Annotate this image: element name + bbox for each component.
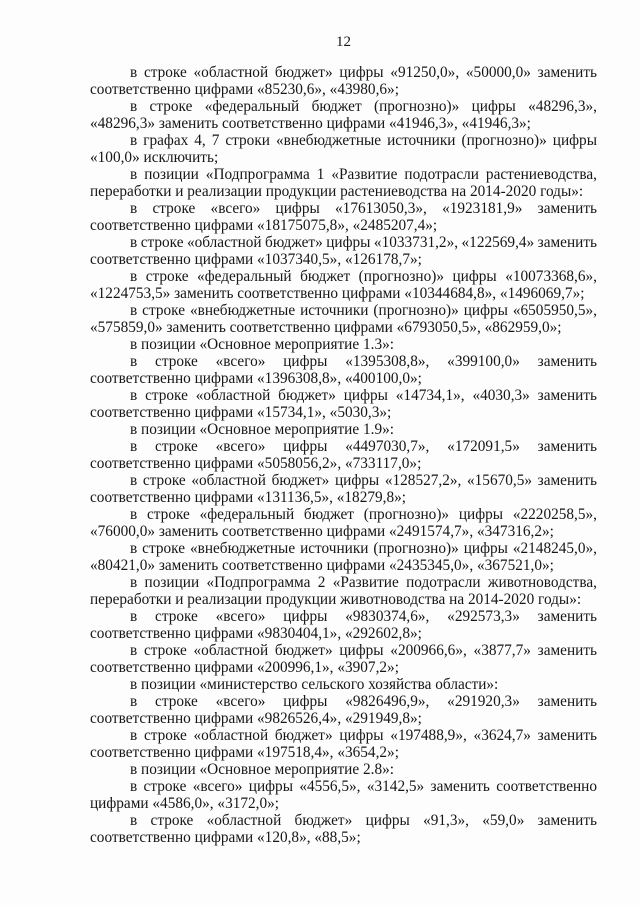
text-line [90,710,597,727]
line-text: цифрами «4586,0», «3172,0»; [90,795,280,812]
text-line [90,795,597,812]
text-line [130,353,597,370]
text-line [130,234,597,251]
paragraph [90,98,597,132]
line-text: соответственно цифрами «9830404,1», «292602,8»; [90,625,422,642]
line-text: соответственно цифрами «18175075,8», «2485207,4»; [90,217,438,234]
text-line [130,302,597,319]
line-text: в строке «внебюджетные источники (прогнозно)» цифры «2148245,0», [130,540,597,557]
paragraph [90,421,597,438]
line-text: соответственно цифрами «15734,1», «5030,3»; [90,404,392,421]
text-line [130,166,597,183]
line-text: в строке «всего» цифры «1395308,8», «399100,0» заменить [130,353,597,370]
page-number: 12 [336,34,351,50]
line-text: в строке «всего» цифры «17613050,3», «1923181,9» заменить [130,200,597,217]
text-line [90,115,597,132]
paragraph [90,472,597,506]
text-line [90,81,597,98]
text-line [130,421,597,438]
text-line [90,149,597,166]
paragraph [90,302,597,336]
text-line [130,336,597,353]
line-text: в позиции «Подпрограмма 2 «Развитие подотрасли животноводства, [130,574,597,591]
text-line [90,625,597,642]
paragraph [90,336,597,353]
line-text: в позиции «Основное мероприятие 1.3»: [130,336,394,353]
line-text: «1224753,5» заменить соответственно цифрами «10344684,8», «1496069,7»; [90,285,585,302]
paragraph [90,234,597,268]
paragraph [90,353,597,387]
text-line [130,438,597,455]
line-text: в позиции «Подпрограмма 1 «Развитие подотрасли растениеводства, [130,166,597,183]
text-line [130,98,597,115]
line-text: «76000,0» заменить соответственно цифрами «2491574,7», «347316,2»; [90,523,554,540]
paragraph [90,778,597,812]
text-line [90,404,597,421]
paragraph [90,761,597,778]
line-text: «100,0» исключить; [90,149,219,166]
paragraph [90,64,597,98]
text-line [90,744,597,761]
line-text: переработки и реализации продукции животноводства на 2014-2020 годы»: [90,591,582,608]
line-text: соответственно цифрами «1396308,8», «400100,0»; [90,370,422,387]
text-line [130,64,597,81]
document-body [90,64,597,846]
text-line [90,659,597,676]
paragraph [90,574,597,608]
text-line [90,285,597,302]
line-text: «80421,0» заменить соответственно цифрами «2435345,0», «367521,0»; [90,557,554,574]
text-line [130,812,597,829]
paragraph [90,642,597,676]
paragraph [90,727,597,761]
paragraph [90,387,597,421]
text-line [130,506,597,523]
paragraph [90,166,597,200]
text-line [130,693,597,710]
text-line [130,132,597,149]
text-line [90,489,597,506]
line-text: переработки и реализации продукции растениеводства на 2014-2020 годы»: [90,183,584,200]
text-line [90,370,597,387]
line-text: в позиции «Основное мероприятие 2.8»: [130,761,394,778]
paragraph [90,200,597,234]
text-line [130,778,597,795]
line-text: в строке «федеральный бюджет (прогнозно)» цифры «2220258,5», [130,506,597,523]
line-text: в строке «всего» цифры «4556,5», «3142,5» заменить соответственно [130,778,597,795]
text-line [90,251,597,268]
paragraph [90,268,597,302]
line-text: соответственно цифрами «9826526,4», «291949,8»; [90,710,422,727]
line-text: «575859,0» заменить соответственно цифрами «6793050,5», «862959,0»; [90,319,562,336]
text-line [130,642,597,659]
line-text: в строке «всего» цифры «4497030,7», «172091,5» заменить [130,438,597,455]
text-line [130,574,597,591]
line-text: в строке «федеральный бюджет (прогнозно)» цифры «48296,3», [130,98,597,115]
text-line [130,540,597,557]
text-line [130,200,597,217]
line-text: в позиции «министерство сельского хозяйства области»: [130,676,499,693]
line-text: в строке «областной бюджет» цифры «200966,6», «3877,7» заменить [130,642,597,659]
line-text: соответственно цифрами «200996,1», «3907,2»; [90,659,399,676]
line-text: «48296,3» заменить соответственно цифрами «41946,3», «41946,3»; [90,115,531,132]
text-line [130,761,597,778]
paragraph [90,506,597,540]
paragraph [90,608,597,642]
text-line [90,829,597,846]
paragraph [90,540,597,574]
line-text: в строке «всего» цифры «9830374,6», «292573,3» заменить [130,608,597,625]
line-text: в строке «областной бюджет» цифры «91,3», «59,0» заменить [130,812,597,829]
line-text: в графах 4, 7 строки «внебюджетные источники (прогнозно)» цифры [130,132,597,149]
text-line [130,727,597,744]
paragraph [90,438,597,472]
text-line [130,676,597,693]
line-text: соответственно цифрами «131136,5», «18279,8»; [90,489,407,506]
text-line [130,608,597,625]
line-text: в строке «областной бюджет» цифры «91250,0», «50000,0» заменить [130,64,597,81]
line-text: в позиции «Основное мероприятие 1.9»: [130,421,394,438]
line-text: в строке «внебюджетные источники (прогнозно)» цифры «6505950,5», [130,302,597,319]
text-line [90,455,597,472]
text-line [130,268,597,285]
line-text: соответственно цифрами «197518,4», «3654,2»; [90,744,399,761]
paragraph [90,812,597,846]
line-text: соответственно цифрами «120,8», «88,5»; [90,829,361,846]
line-text: в строке «областной бюджет» цифры «128527,2», «15670,5» заменить [130,472,597,489]
line-text: соответственно цифрами «1037340,5», «126178,7»; [90,251,422,268]
line-text: соответственно цифрами «5058056,2», «733117,0»; [90,455,422,472]
line-text: в строке «всего» цифры «9826496,9», «291920,3» заменить [130,693,597,710]
paragraph [90,693,597,727]
paragraph [90,676,597,693]
paragraph [90,132,597,166]
line-text: в строке «областной бюджет» цифры «197488,9», «3624,7» заменить [130,727,597,744]
text-line [130,387,597,404]
line-text: в строке «областной бюджет» цифры «14734,1», «4030,3» заменить [130,387,597,404]
text-line [90,557,597,574]
line-text: в строке «федеральный бюджет (прогнозно)» цифры «10073368,6», [130,268,597,285]
text-line [90,319,597,336]
line-text: в строке «областной бюджет» цифры «1033731,2», «122569,4» заменить [130,234,597,251]
text-line [90,523,597,540]
text-line [130,472,597,489]
text-line [90,183,597,200]
line-text: соответственно цифрами «85230,6», «43980,6»; [90,81,399,98]
text-line [90,217,597,234]
text-line [90,591,597,608]
